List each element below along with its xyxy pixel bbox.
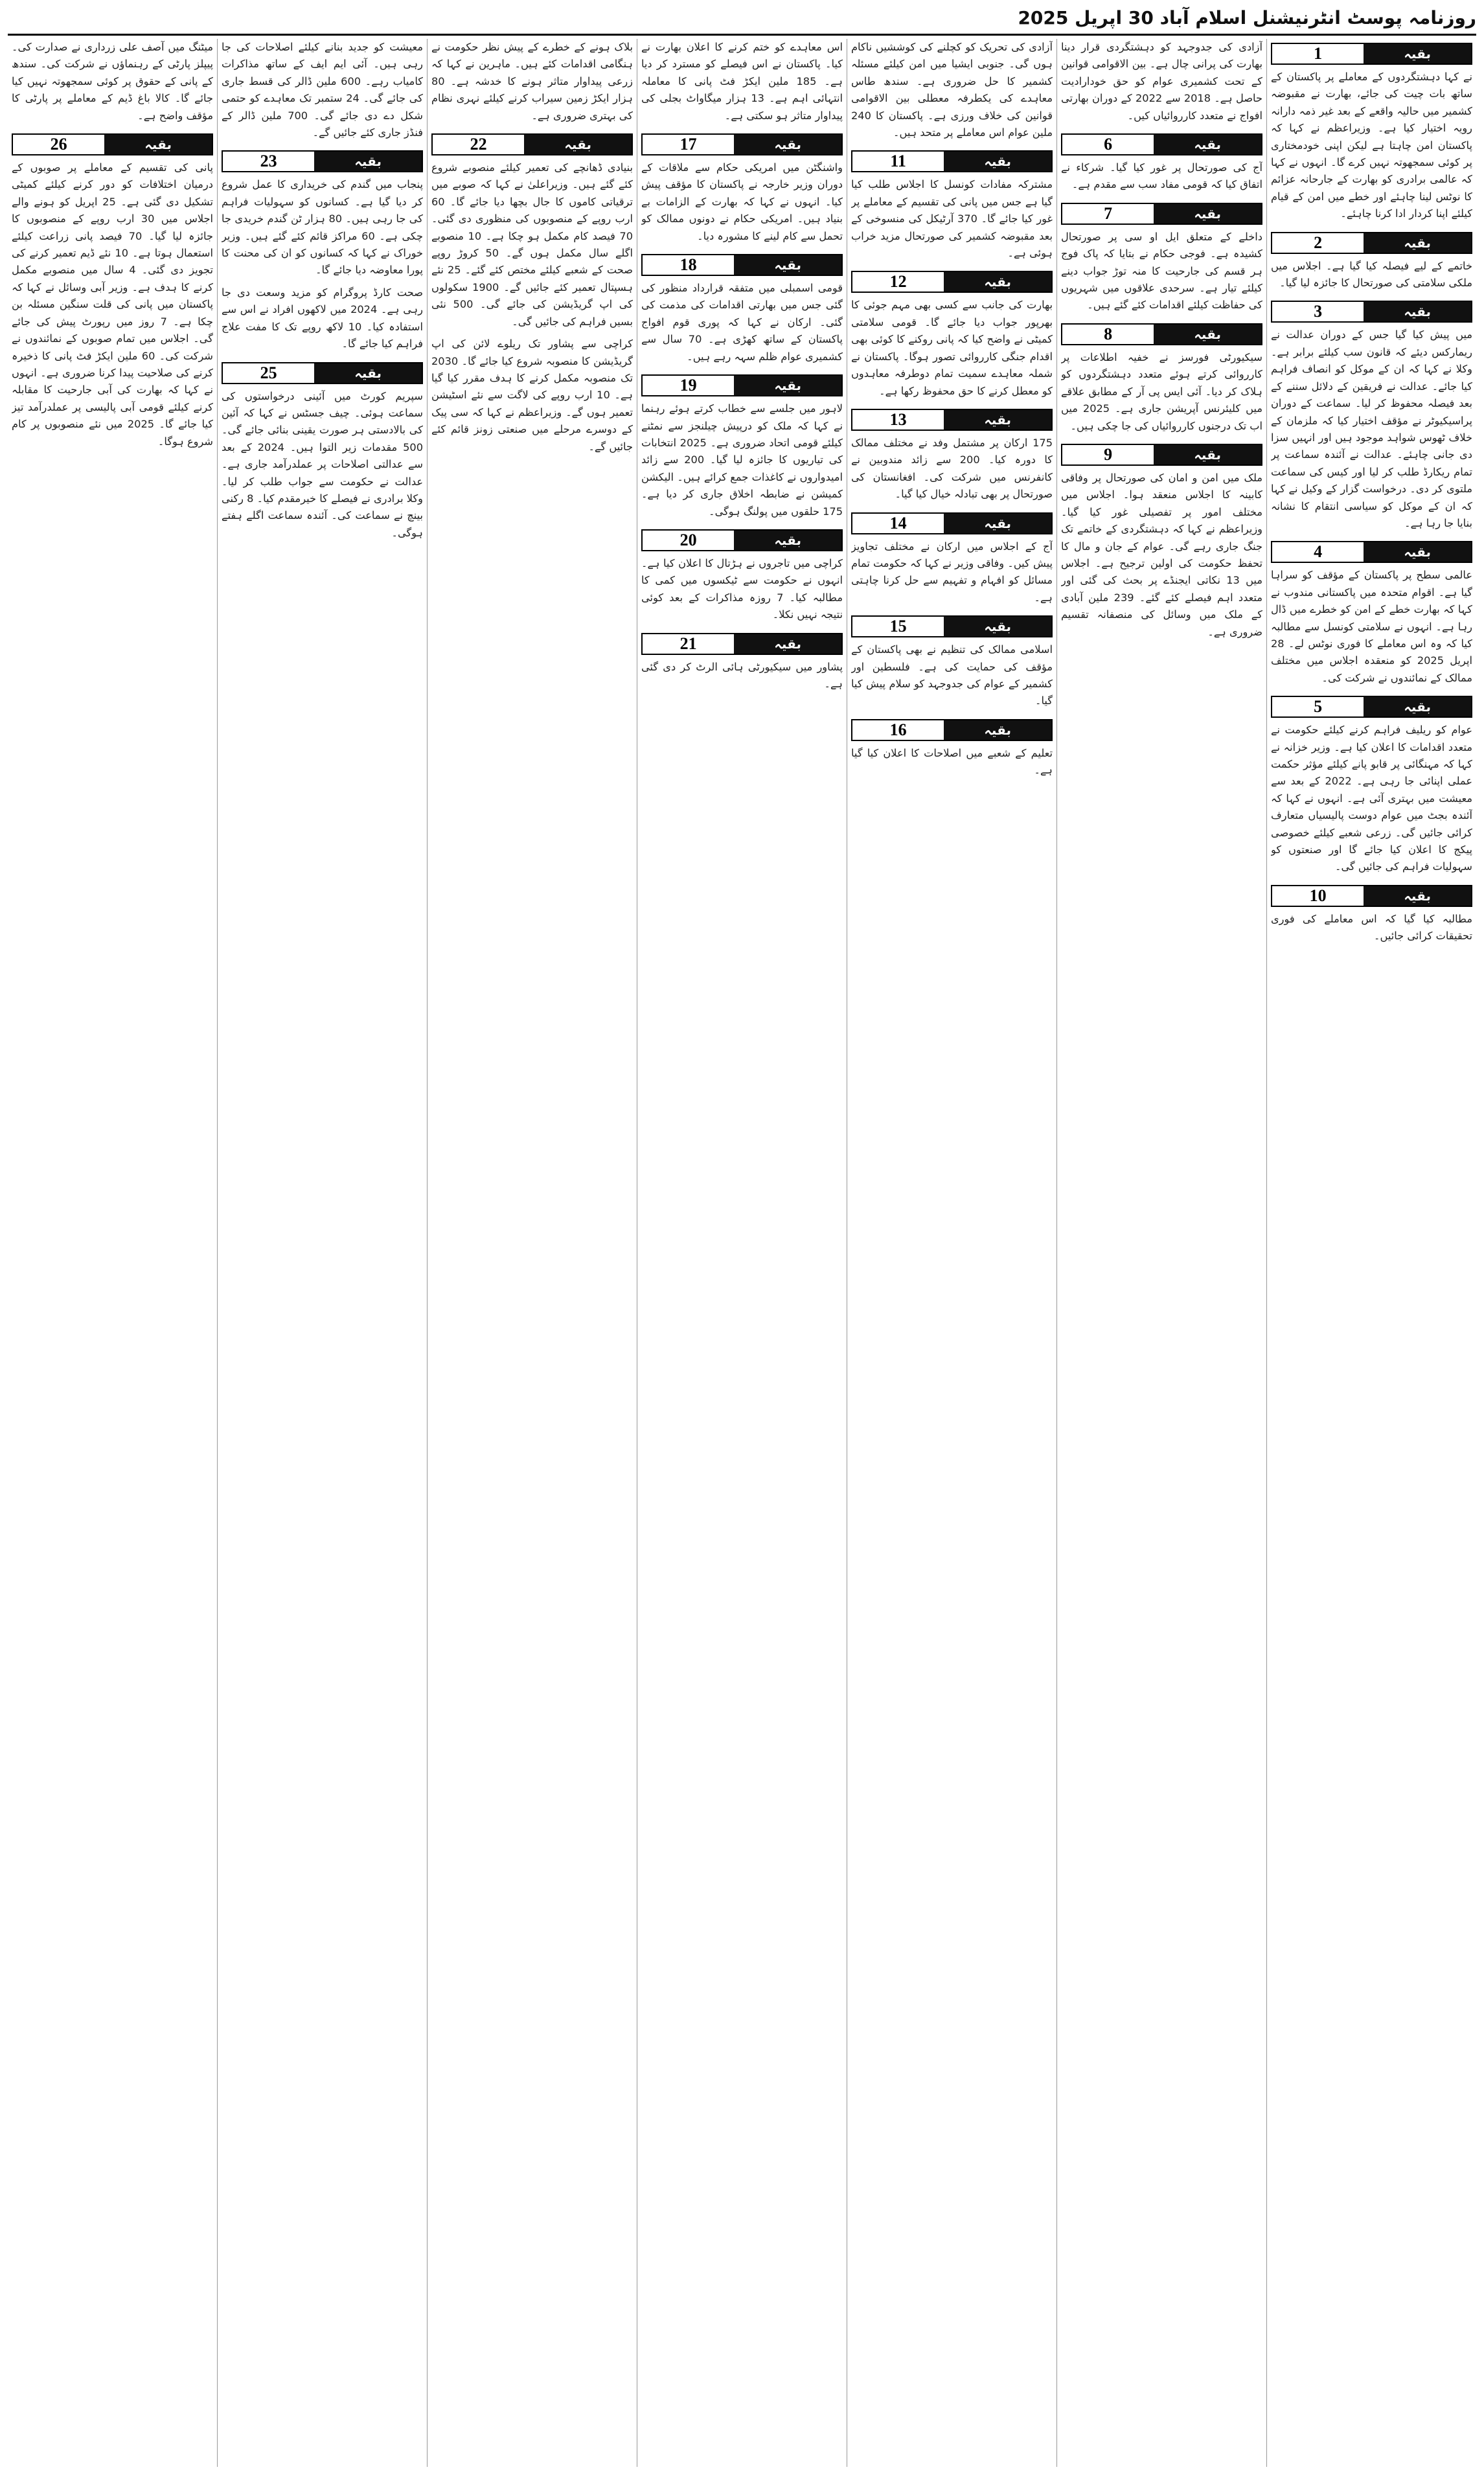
story-body: پنجاب میں گندم کی خریداری کا عمل شروع کر دیا گیا ہے۔ کسانوں کو سہولیات فراہم کی جا رہی ہیں۔ 80 ہزار ٹن گندم خریدی جا چکی ہے۔ 60 مراکز قائم کئے گئے ہیں۔ وزیر خوراک نے کہا کہ کسانوں کو ان کی محنت کا پورا معاوضہ دیا جائے گا۔ [222,178,423,277]
story-body: قومی اسمبلی میں متفقہ قرارداد منظور کی گئی جس میں بھارتی اقدامات کی مذمت کی گئی۔ ارکان نے کہا کہ پوری قوم افواج پاکستان کے ساتھ کھڑی ہے۔ 70 سال سے کشمیری عوام ظلم سہہ رہے ہیں۔ [641,282,843,363]
column-3 [847,39,1056,2467]
continuation-number: 17 [643,135,734,154]
story-body: اسلامی ممالک کی تنظیم نے بھی پاکستان کے مؤقف کی حمایت کی ہے۔ فلسطین اور کشمیر کے عوام کی جدوجہد کو سلام پیش کیا گیا۔ [851,643,1053,707]
story-body: 175 ارکان پر مشتمل وفد نے مختلف ممالک کا دورہ کیا۔ 200 سے زائد مندوبین نے کانفرنس میں شرکت کی۔ افغانستان کی صورتحال پر بھی تبادلہ خیال کیا گیا۔ [851,436,1053,501]
story [431,336,633,455]
continuation-header [851,719,1053,741]
story-body: آج کے اجلاس میں ارکان نے مختلف تجاویز پیش کیں۔ وفاقی وزیر نے کہا کہ حکومت تمام مسائل کو افہام و تفہیم سے حل کرنا چاہتی ہے۔ [851,540,1053,604]
continuation-header [641,529,843,551]
story [641,250,843,365]
story-body: بھارت کی جانب سے کسی بھی مہم جوئی کا بھرپور جواب دیا جائے گا۔ قومی سلامتی کمیٹی نے واضح کیا کہ پانی روکنے کا کوئی بھی اقدام جنگی کارروائی تصور ہوگا۔ پاکستان نے شملہ معاہدے سمیت تمام دوطرفہ معاہدوں کو معطل کرنے کا حق محفوظ رکھا ہے۔ [851,299,1053,397]
continuation-header [641,254,843,276]
continuation-header [1271,696,1472,718]
column-4 [637,39,847,2467]
story [431,130,633,330]
story-body: میٹنگ میں آصف علی زرداری نے صدارت کی۔ پیپلز پارٹی کے رہنماؤں نے شرکت کی۔ سندھ کے پانی کے حقوق پر کوئی سمجھوتہ نہیں کیا جائے گا۔ کالا باغ ڈیم کے معاملے پر پارٹی کا مؤقف واضح ہے۔ [12,41,213,122]
story [851,715,1053,779]
story [222,284,423,353]
continuation-label: بقیہ [1154,204,1261,223]
continuation-label: بقیہ [104,135,212,154]
continuation-number: 12 [852,272,944,292]
continuation-header [1271,885,1472,907]
continuation-label: بقیہ [1364,886,1471,906]
newspaper-page [8,5,1476,2467]
story-body: سیکیورٹی فورسز نے خفیہ اطلاعات پر کارروائی کرتے ہوئے متعدد دہشتگردوں کو ہلاک کر دیا۔ آئی ایس پی آر کے مطابق علاقے میں کلیئرنس آپریشن جاری ہے۔ 2025 میں اب تک درجنوں کارروائیاں کی جا چکی ہیں۔ [1061,350,1262,432]
story [851,39,1053,141]
story [641,629,843,693]
story [12,130,213,450]
continuation-number: 23 [223,152,314,171]
story [851,509,1053,607]
continuation-number: 1 [1272,44,1364,63]
continuation-label: بقیہ [1364,697,1471,716]
story-body: آزادی کی تحریک کو کچلنے کی کوششیں ناکام ہوں گی۔ جنوبی ایشیا میں امن کیلئے مسئلہ کشمیر کا حل ضروری ہے۔ سندھ طاس معاہدے کی یکطرفہ معطلی بین الاقوامی قوانین کی خلاف ورزی ہے۔ پاکستان کا 240 ملین عوام اس معاملے پر متحد ہیں۔ [851,41,1053,139]
continuation-header [222,150,423,172]
story-body: آزادی کی جدوجہد کو دہشتگردی قرار دینا بھارت کی پرانی چال ہے۔ بین الاقوامی قوانین کے تحت کشمیری عوام کو حق خودارادیت حاصل ہے۔ 2018 سے 2022 کے دوران بھارتی افواج نے متعدد کارروائیاں کیں۔ [1061,41,1262,122]
continuation-label: بقیہ [314,363,422,383]
story-body: صحت کارڈ پروگرام کو مزید وسعت دی جا رہی ہے۔ 2024 میں لاکھوں افراد نے اس سے استفادہ کیا۔ 10 لاکھ روپے تک کا مفت علاج فراہم کیا جائے گا۔ [222,286,423,350]
continuation-number: 9 [1062,445,1154,464]
continuation-number: 10 [1272,886,1364,906]
continuation-label: بقیہ [944,410,1051,430]
continuation-number: 5 [1272,697,1364,716]
story-body: پانی کی تقسیم کے معاملے پر صوبوں کے درمیان اختلافات کو دور کرنے کیلئے کمیٹی تشکیل دی گئی ہے۔ 25 اپریل کو ہونے والے اجلاس میں 30 ارب روپے کے منصوبوں کا جائزہ لیا گیا۔ 70 فیصد پانی زراعت کیلئے استعمال ہوتا ہے۔ 10 نئے ڈیم تعمیر کرنے کی تجویز دی گئی۔ 4 سال میں منصوبے مکمل کرنے کا ہدف ہے۔ وزیر آبی وسائل نے کہا کہ پاکستان میں پانی کی قلت سنگین مسئلہ بن چکا ہے۔ 7 روز میں رپورٹ پیش کی جائے گی۔ اجلاس میں تمام صوبوں کے نمائندوں نے شرکت کی۔ 60 ملین ایکڑ فٹ پانی کا ذخیرہ کرنے کی صلاحیت پیدا کرنا ضروری ہے۔ انہوں نے کہا کہ بھارت کی آبی جارحیت کا مقابلہ کرنے کیلئے قومی آبی پالیسی پر عملدرآمد تیز کیا جائے گا۔ 2025 میں نئے منصوبوں پر کام شروع ہوگا۔ [12,161,213,448]
continuation-number: 13 [852,410,944,430]
continuation-header [12,133,213,155]
continuation-label: بقیہ [1364,233,1471,253]
story-body: واشنگٹن میں امریکی حکام سے ملاقات کے دوران وزیر خارجہ نے پاکستان کا مؤقف پیش کیا۔ انہوں نے کہا کہ بھارت کے الزامات بے بنیاد ہیں۔ امریکی حکام نے دونوں ممالک کو تحمل سے کام لینے کا مشورہ دیا۔ [641,161,843,242]
story-body: مشترکہ مفادات کونسل کا اجلاس طلب کیا گیا ہے جس میں پانی کی تقسیم کے معاملے پر غور کیا جائے گا۔ 370 آرٹیکل کی منسوخی کے بعد مقبوضہ کشمیر کی صورتحال مزید خراب ہوئی ہے۔ [851,178,1053,260]
story [1271,692,1472,876]
story [1271,881,1472,945]
continuation-label: بقیہ [944,514,1051,533]
columns [8,39,1476,2467]
story [1271,537,1472,687]
continuation-label: بقیہ [1364,542,1471,562]
story [222,39,423,141]
continuation-number: 18 [643,255,734,275]
continuation-label: بقیہ [944,720,1051,740]
column-7 [8,39,217,2467]
continuation-header [851,615,1053,637]
column-1 [1266,39,1476,2467]
story-body: بلاک ہونے کے خطرے کے پیش نظر حکومت نے ہنگامی اقدامات کئے ہیں۔ ماہرین نے کہا کہ زرعی پیداوار متاثر ہونے کا خدشہ ہے۔ 80 ہزار ایکڑ زمین سیراب کرنے کیلئے نہری نظام کی بہتری ضروری ہے۔ [431,41,633,122]
continuation-number: 21 [643,634,734,654]
story-body: بنیادی ڈھانچے کی تعمیر کیلئے منصوبے شروع کئے گئے ہیں۔ وزیراعلیٰ نے کہا کہ صوبے میں ترقیاتی کاموں کا جال بچھا دیا جائے گا۔ 60 ارب روپے کے منصوبوں کی منظوری دی گئی۔ 70 فیصد کام مکمل ہو چکا ہے۔ 10 منصوبے اگلے سال مکمل ہوں گے۔ 50 کروڑ روپے صحت کے شعبے کیلئے مختص کئے گئے۔ 25 نئے ہسپتال تعمیر کئے جائیں گے۔ 1900 سکولوں کی اپ گریڈیشن کی جائے گی۔ 500 نئی بسیں فراہم کی جائیں گی۔ [431,161,633,328]
continuation-label: بقیہ [944,617,1051,636]
story-body: کراچی میں تاجروں نے ہڑتال کا اعلان کیا ہے۔ انہوں نے حکومت سے ٹیکسوں میں کمی کا مطالبہ کیا۔ 7 روزہ مذاکرات کے بعد کوئی نتیجہ نہیں نکلا۔ [641,556,843,621]
continuation-label: بقیہ [734,255,841,275]
story-body: معیشت کو جدید بنانے کیلئے اصلاحات کی جا رہی ہیں۔ آئی ایم ایف کے ساتھ مذاکرات کامیاب رہے۔ 600 ملین ڈالر کی قسط جاری کی جائے گی۔ 24 ستمبر تک معاہدے کو حتمی شکل دے دی جائے گی۔ 700 ملین ڈالر کے فنڈز جاری کئے جائیں گے۔ [222,41,423,139]
story [641,525,843,624]
continuation-label: بقیہ [1154,325,1261,344]
story-body: پشاور میں سیکیورٹی ہائی الرٹ کر دی گئی ہے۔ [641,660,843,690]
continuation-header [1061,133,1262,155]
continuation-header [431,133,633,155]
continuation-label: بقیہ [1364,44,1471,63]
story [1061,130,1262,194]
column-2 [1056,39,1266,2467]
continuation-header [1061,444,1262,466]
continuation-number: 3 [1272,302,1364,321]
story [641,130,843,245]
continuation-label: بقیہ [734,531,841,550]
story-body: کراچی سے پشاور تک ریلوے لائن کی اپ گریڈیشن کا منصوبہ شروع کیا جائے گا۔ 2030 تک منصوبہ مکمل کرنے کا ہدف مقرر کیا گیا ہے۔ 10 ارب روپے کی لاگت سے نئے اسٹیشن تعمیر ہوں گے۔ وزیراعظم نے کہا کہ سی پیک کے دوسرے مرحلے میں صنعتی زونز قائم کئے جائیں گے۔ [431,338,633,453]
story-body: نے کہا دہشتگردوں کے معاملے پر پاکستان کے ساتھ بات چیت کی جائے، بھارت نے مقبوضہ کشمیر میں حالیہ واقعے کے بعد غیر ذمہ دارانہ رویہ اختیار کیا ہے۔ وزیراعظم نے کہا کہ پاکستان امن چاہتا ہے لیکن اپنی خودمختاری پر کوئی سمجھوتہ نہیں کرے گا۔ انہوں نے کہا کہ عالمی برادری کو بھارت کے جارحانہ عزائم کا نوٹس لینا چاہئے اور خطے میں امن کے قیام کیلئے اپنا کردار ادا کرنا چاہئے۔ [1271,71,1472,220]
column-5 [427,39,637,2467]
continuation-label: بقیہ [1154,445,1261,464]
story [222,146,423,279]
continuation-header [1271,43,1472,65]
continuation-number: 6 [1062,135,1154,154]
continuation-header [222,362,423,384]
continuation-number: 15 [852,617,944,636]
continuation-header [641,374,843,396]
story-body: عالمی سطح پر پاکستان کے مؤقف کو سراہا گیا ہے۔ اقوام متحدہ میں پاکستانی مندوب نے کہا کہ بھارت خطے کے امن کو خطرے میں ڈال رہا ہے۔ انہوں نے سلامتی کونسل سے مطالبہ کیا کہ وہ اس معاملے کا فوری نوٹس لے۔ 28 اپریل 2025 کو منعقدہ اجلاس میں مختلف ممالک کے نمائندوں نے شرکت کی۔ [1271,569,1472,684]
story-body: لاہور میں جلسے سے خطاب کرتے ہوئے رہنما نے کہا کہ ملک کو درپیش چیلنجز سے نمٹنے کیلئے قومی اتحاد ضروری ہے۔ 2025 انتخابات کی تیاریوں کا جائزہ لیا گیا۔ 200 سے زائد امیدواروں نے کاغذات جمع کرائے ہیں۔ الیکشن کمیشن نے ضابطہ اخلاق جاری کر دیا ہے۔ 175 حلقوں میں پولنگ ہوگی۔ [641,402,843,518]
story-body: میں پیش کیا گیا جس کے دوران عدالت نے ریمارکس دیئے کہ قانون سب کیلئے برابر ہے۔ وکلا نے کہا کہ ان کے موکل کو انصاف فراہم کیا جائے۔ عدالت نے فریقین کے دلائل سننے کے بعد فیصلہ محفوظ کر لیا۔ سماعت کے دوران پراسیکیوٹر نے مؤقف اختیار کیا کہ ملزمان کے خلاف ٹھوس شواہد موجود ہیں اور انہیں سزا دی جانی چاہئے۔ عدالت نے آئندہ سماعت پر تمام ریکارڈ طلب کر لیا اور کیس کی سماعت ملتوی کر دی۔ درخواست گزار کے وکیل نے کہا کہ ان کے موکل کو سیاسی انتقام کا نشانہ بنایا جا رہا ہے۔ [1271,328,1472,529]
story [641,39,843,124]
story-body: داخلے کے متعلق ایل او سی پر صورتحال کشیدہ ہے۔ فوجی حکام نے بتایا کہ پاک فوج ہر قسم کی جارحیت کا منہ توڑ جواب دینے کیلئے تیار ہے۔ سرحدی علاقوں میں شہریوں کی حفاظت کیلئے اقدامات کئے گئے ہیں۔ [1061,230,1262,312]
story [431,39,633,124]
story-body: خاتمے کے لیے فیصلہ کیا گیا ہے۔ اجلاس میں ملکی سلامتی کی صورتحال کا جائزہ لیا گیا۔ [1271,259,1472,290]
story [641,371,843,520]
story-body: اس معاہدے کو ختم کرنے کا اعلان بھارت نے کیا۔ پاکستان نے اس فیصلے کو مسترد کر دیا ہے۔ 185 ملین ایکڑ فٹ پانی کا معاملہ انتہائی اہم ہے۔ 13 ہزار میگاواٹ بجلی کی پیداوار متاثر ہو سکتی ہے۔ [641,41,843,122]
story [12,39,213,124]
continuation-header [851,150,1053,172]
story-body: مطالبہ کیا گیا کہ اس معاملے کی فوری تحقیقات کرائی جائیں۔ [1271,912,1472,943]
story [1271,228,1472,292]
story-body: تعلیم کے شعبے میں اصلاحات کا اعلان کیا گیا ہے۔ [851,746,1053,777]
continuation-label: بقیہ [524,135,632,154]
continuation-number: 11 [852,152,944,171]
story-body: ملک میں امن و امان کی صورتحال پر وفاقی کابینہ کا اجلاس منعقد ہوا۔ اجلاس میں مختلف امور پر تفصیلی غور کیا گیا۔ وزیراعظم نے کہا کہ دہشتگردی کے خاتمے تک جنگ جاری رہے گی۔ عوام کے جان و مال کا تحفظ حکومت کی اولین ترجیح ہے۔ اجلاس میں 13 نکاتی ایجنڈے پر بحث کی گئی اور متعدد اہم فیصلے کئے گئے۔ 239 ملین آبادی کے ملک میں وسائل کی منصفانہ تقسیم ضروری ہے۔ [1061,471,1262,638]
continuation-header [851,271,1053,293]
story-body: سپریم کورٹ میں آئینی درخواستوں کی سماعت ہوئی۔ چیف جسٹس نے کہا کہ آئین کی بالادستی ہر صورت یقینی بنائی جائے گی۔ 500 مقدمات زیر التوا ہیں۔ 2024 کے بعد سے عدالتی اصلاحات پر عملدرآمد جاری ہے۔ عدالت نے حکومت سے جواب طلب کر لیا۔ وکلا برادری نے فیصلے کا خیرمقدم کیا۔ 8 رکنی بینچ نے سماعت کی۔ آئندہ سماعت اگلے ہفتے ہوگی۔ [222,389,423,539]
story [1061,39,1262,124]
continuation-number: 26 [13,135,104,154]
continuation-number: 25 [223,363,314,383]
continuation-number: 19 [643,376,734,395]
masthead: روزنامہ پوسٹ انٹرنیشنل اسلام آباد 30 اپریل 2025 [1018,7,1476,29]
column-6 [217,39,427,2467]
continuation-label: بقیہ [734,634,841,654]
continuation-number: 4 [1272,542,1364,562]
story [1061,319,1262,435]
continuation-header [851,512,1053,534]
story [851,405,1053,503]
continuation-number: 22 [433,135,524,154]
continuation-header [1271,301,1472,323]
continuation-number: 16 [852,720,944,740]
continuation-label: بقیہ [944,272,1051,292]
continuation-header [1061,203,1262,225]
continuation-header [1271,232,1472,254]
story [1061,440,1262,641]
continuation-label: بقیہ [944,152,1051,171]
continuation-label: بقیہ [1154,135,1261,154]
continuation-number: 2 [1272,233,1364,253]
continuation-label: بقیہ [734,135,841,154]
story [851,612,1053,710]
continuation-number: 20 [643,531,734,550]
continuation-number: 8 [1062,325,1154,344]
continuation-label: بقیہ [1364,302,1471,321]
story-body: آج کی صورتحال پر غور کیا گیا۔ شرکاء نے اتفاق کیا کہ قومی مفاد سب سے مقدم ہے۔ [1061,161,1262,191]
continuation-header [641,633,843,655]
continuation-header [851,409,1053,431]
story [1271,39,1472,223]
story [1271,297,1472,532]
continuation-header [641,133,843,155]
story-body: عوام کو ریلیف فراہم کرنے کیلئے حکومت نے متعدد اقدامات کا اعلان کیا ہے۔ وزیر خزانہ نے کہا کہ مہنگائی پر قابو پانے کیلئے مؤثر حکمت عملی اپنائی جا رہی ہے۔ 2022 کے بعد سے معیشت میں بہتری آئی ہے۔ انہوں نے کہا کہ آئندہ بجٹ میں عوام دوست پالیسیاں متعارف کرائی جائیں گی۔ زرعی شعبے کیلئے خصوصی پیکج کا اعلان کیا جائے گا اور صنعتوں کو سہولیات فراہم کی جائیں گی۔ [1271,724,1472,873]
continuation-number: 7 [1062,204,1154,223]
continuation-label: بقیہ [314,152,422,171]
continuation-number: 14 [852,514,944,533]
masthead-rule [8,34,1476,36]
story [1061,199,1262,314]
story [851,146,1053,262]
story [851,267,1053,399]
continuation-header [1061,323,1262,345]
continuation-label: بقیہ [734,376,841,395]
story [222,358,423,542]
continuation-header [1271,541,1472,563]
